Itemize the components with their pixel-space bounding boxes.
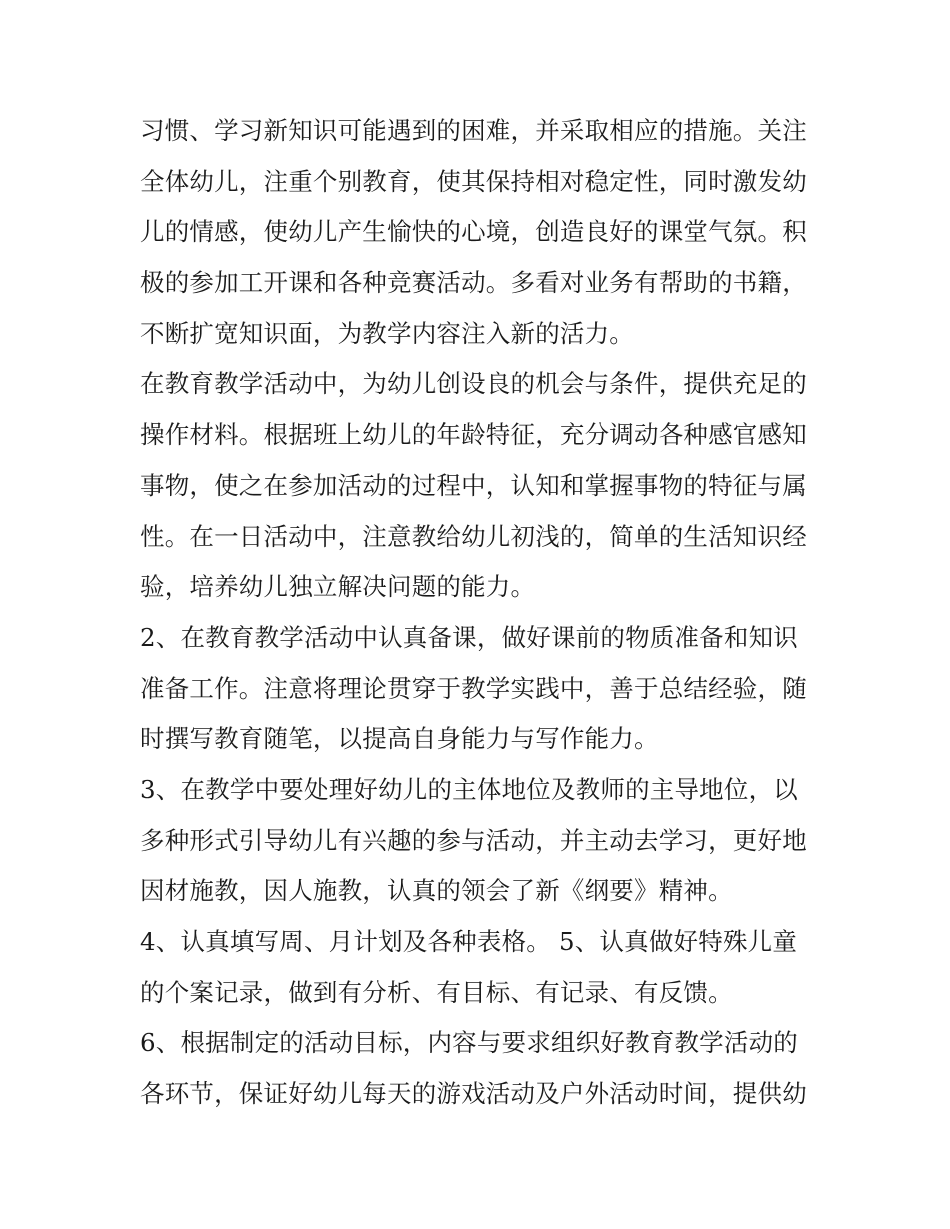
text-line: 多种形式引导幼儿有兴趣的参与活动，并主动去学习，更好地 [140, 825, 807, 855]
text-line: 全体幼儿，注重个别教育，使其保持相对稳定性，同时激发幼 [140, 166, 807, 196]
text-line: 习惯、学习新知识可能遇到的困难，并采取相应的措施。关注 [140, 116, 807, 145]
text-line: 因材施教，因人施教，认真的领会了新《纲要》精神。 [140, 876, 733, 906]
text-line: 的个案记录，做到有分析、有目标、有记录、有反馈。 [140, 977, 733, 1007]
text-line: 儿的情感，使幼儿产生愉快的心境，创造良好的课堂气氛。积 [140, 217, 807, 247]
text-line: 性。在一日活动中，注意教给幼儿初浅的，简单的生活知识经 [140, 521, 807, 551]
text-line: 不断扩宽知识面，为教学内容注入新的活力。 [140, 318, 634, 348]
text-line: 6、根据制定的活动目标，内容与要求组织好教育教学活动的 [140, 1028, 798, 1058]
text-line: 在教育教学活动中，为幼儿创设良的机会与条件，提供充足的 [140, 369, 807, 399]
text-line: 准备工作。注意将理论贯穿于教学实践中，善于总结经验，随 [140, 673, 807, 703]
text-line: 各环节，保证好幼儿每天的游戏活动及户外活动时间，提供幼 [140, 1079, 807, 1109]
text-line: 2、在教育教学活动中认真备课，做好课前的物质准备和知识 [140, 622, 798, 652]
text-line: 事物，使之在参加活动的过程中，认知和掌握事物的特征与属 [140, 470, 807, 500]
text-line: 时撰写教育随笔，以提高自身能力与写作能力。 [140, 724, 659, 754]
text-line: 4、认真填写周、月计划及各种表格。 5、认真做好特殊儿童 [140, 927, 798, 956]
text-line: 3、在教学中要处理好幼儿的主体地位及教师的主导地位，以 [140, 774, 798, 804]
text-line: 操作材料。根据班上幼儿的年龄特征，充分调动各种感官感知 [140, 420, 807, 450]
document-body [140, 106, 815, 1120]
text-line: 极的参加工开课和各种竞赛活动。多看对业务有帮助的书籍， [140, 268, 807, 298]
text-line: 验，培养幼儿独立解决问题的能力。 [140, 572, 536, 602]
